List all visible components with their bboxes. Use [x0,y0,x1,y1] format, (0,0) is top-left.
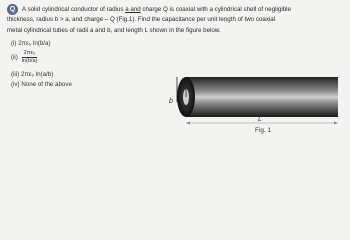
question-text-line1b: charge Q is coaxial with a cylindrical shell of negligible [140,6,291,13]
option-4-label: (iv) [11,81,20,88]
option-3-label: (iii) [11,71,20,78]
question-text-line3: metal cylindrical tubes of radii a and b, and length L shown in the figure below. [7,26,221,34]
option-1-expression: 2πε₀ ln(b/a) [18,40,51,47]
length-arrow-left [186,122,190,125]
option-4-expression: None of the above [21,81,72,88]
figure-caption: Fig. 1 [255,127,271,134]
option-2-numerator: 2πε₀ [22,50,38,58]
label-b: b [169,98,173,105]
option-2-label: (ii) [11,54,18,62]
question-text-line1a: A solid cylindrical conductor of radius [22,6,126,13]
option-2-denominator: ln(b/a) [21,58,38,64]
question-text-underlined: a and [125,6,141,13]
length-arrow-right [334,122,338,125]
option-1-label: (i) [11,40,17,47]
question-number-badge: Q [7,4,18,15]
label-a: a [189,92,193,99]
outer-shell-body [186,77,338,117]
label-L: L [258,116,262,123]
question-text-line2: thickness, radius b > a, and charge – Q (Fig.1). Find the capacitance per unit length of two coaxial [7,16,276,24]
option-3-expression: 2πε₀ ln(a/b) [20,71,54,78]
